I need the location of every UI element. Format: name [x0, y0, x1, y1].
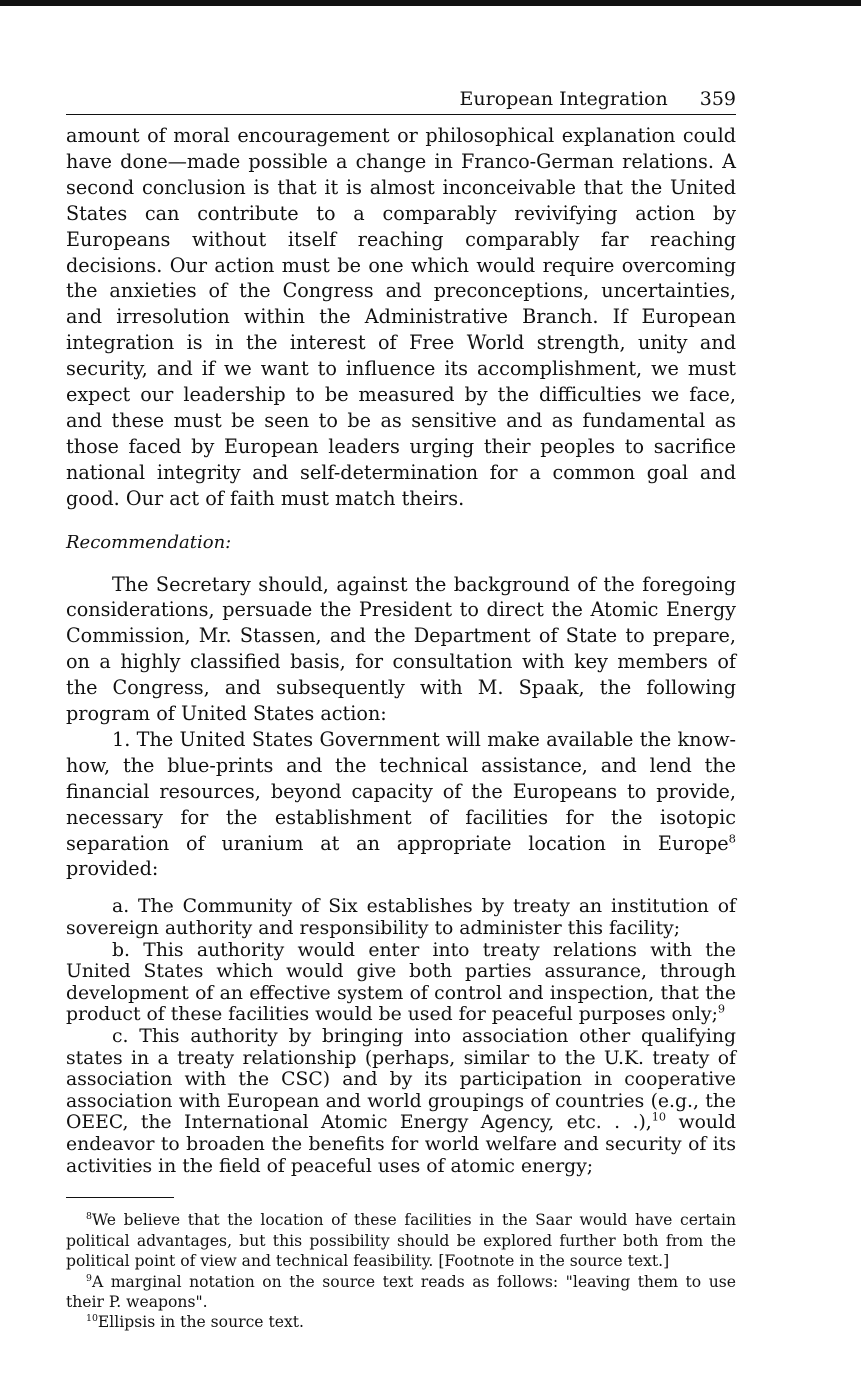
sub-item-c-tail: would endeavor to broaden the benefits for world welfare and security of its activities in the field of peaceful uses of atomic energy;	[66, 1112, 736, 1177]
footnote-ref-9: 9	[717, 1003, 726, 1017]
recommendation-heading: Recommendation:	[66, 531, 232, 553]
footnote-marker: 10	[86, 1313, 98, 1325]
sub-item-a: a. The Community of Six establishes by treaty an institution of sovereign authority and responsibility to administer this facility;	[66, 896, 736, 939]
sub-item-b	[66, 940, 736, 1026]
sub-item-b-text: b. This authority would enter into treaty relations with the United States which would give both parties assurance, through development of an effective system of control and inspection, that the product of these facilities would be used for peaceful purposes only;	[66, 939, 736, 1026]
footnote-rule	[66, 1197, 174, 1198]
footnote-text: We believe that the location of these facilities in the Saar would have certain political advantages, but this possibility should be explored further both from the political point of view and technical feasibility. [Footnote in the source text.]	[66, 1211, 736, 1271]
top-border	[0, 0, 861, 6]
item-1-text: 1. The United States Government will make available the know-how, the blue-prints and the technical assistance, and lend the financial resources, beyond capacity of the Europeans to provide, necessary for the establishment of facilities for the isotopic separation of uranium at an appropriate location in Europe	[66, 727, 736, 855]
running-head	[66, 88, 736, 115]
footnote-10	[66, 1312, 736, 1332]
footnote-9	[66, 1272, 736, 1313]
sub-item-c-text: c. This authority by bringing into association other qualifying states in a treaty relationship (perhaps, similar to the U.K. treaty of association with the CSC) and by its participation in cooperative association with European and world groupings of countries (e.g., the OEEC, the International Atomic Energy Agency, etc. . .),	[66, 1025, 736, 1134]
continuation-paragraph: amount of moral encouragement or philosophical explanation could have done—made possible a change in Franco-German relations. A second conclusion is that it is almost inconceivable that the United States can contribute to a comparably revivifying action by Europeans without itself reaching comparably far reaching decisions. Our action must be one which would require overcoming the anxieties of the Congress and preconceptions, uncertainties, and irresolution within the Administrative Branch. If European integration is in the interest of Free World strength, unity and security, and if we want to influence its accomplishment, we must expect our leadership to be measured by the difficulties we face, and these must be seen to be as sensitive and as fundamental as those faced by European leaders urging their peoples to sacrifice national integrity and self-determination for a common goal and good. Our act of faith must match theirs.	[66, 124, 736, 510]
body-text	[66, 123, 736, 882]
recommendation-item-1	[66, 727, 736, 882]
footnotes	[66, 1210, 736, 1332]
page	[66, 88, 736, 1333]
recommendation-intro: The Secretary should, against the background of the foregoing considerations, persuade the President to direct the Atomic Energy Commission, Mr. Stassen, and the Department of State to prepare, on a highly classified basis, for consultation with key members of the Congress, and subsequently with M. Spaak, the following program of United States action:	[66, 572, 736, 726]
page-number: 359	[699, 88, 736, 110]
sub-items	[66, 896, 736, 1177]
footnote-marker: 8	[86, 1211, 92, 1223]
footnote-text: Ellipsis in the source text.	[97, 1313, 304, 1332]
sub-item-c	[66, 1026, 736, 1177]
footnote-marker: 9	[86, 1272, 92, 1284]
running-head-title: European Integration	[459, 88, 668, 110]
footnote-8	[66, 1210, 736, 1271]
footnote-ref-10: 10	[651, 1111, 667, 1125]
footnote-ref-8: 8	[728, 831, 736, 846]
footnote-text: A marginal notation on the source text reads as follows: "leaving them to use their P. weapons".	[66, 1272, 736, 1311]
item-1-tail: provided:	[66, 857, 159, 881]
